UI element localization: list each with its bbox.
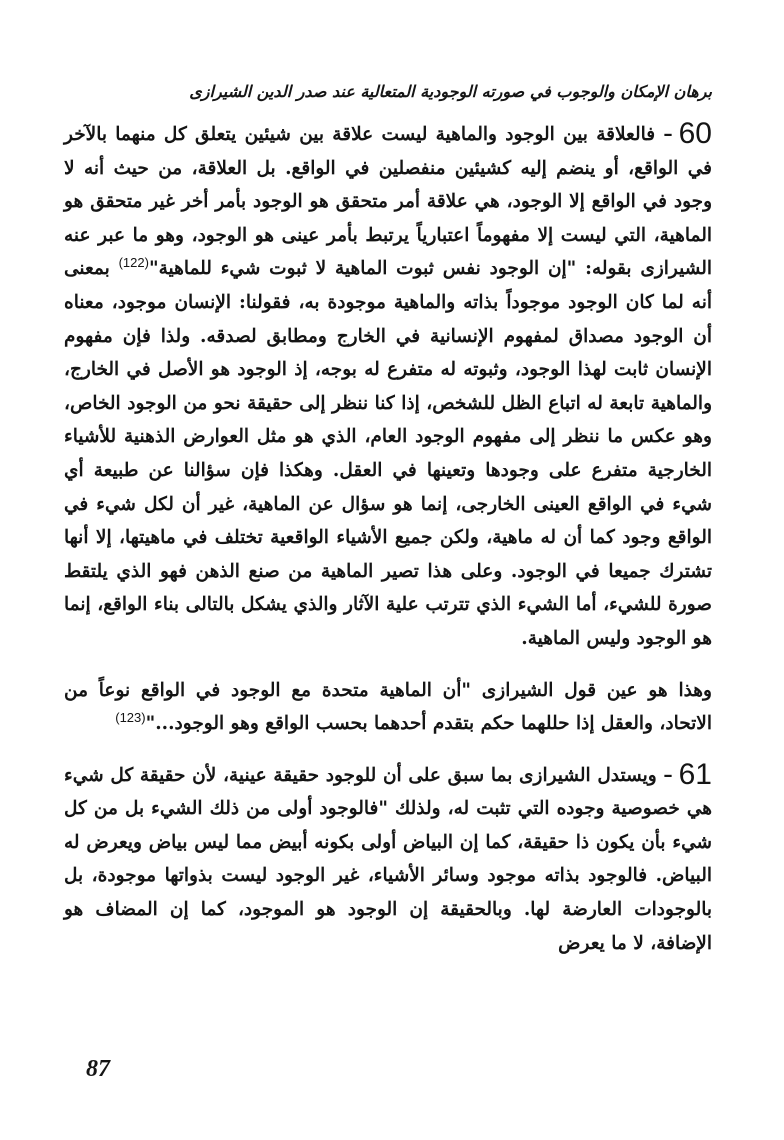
paragraph-quote	[64, 674, 712, 741]
footnote-ref-122: (122)	[118, 255, 149, 271]
paragraph-number: 61	[678, 757, 712, 791]
body-text	[64, 118, 712, 960]
paragraph-text: – فالعلاقة بين الوجود والماهية ليست علاقة بين شيئين يتعلق كل منهما بالآخر في الواقع، أو ينضم إليه كشيئين منفصلين في الواقع. بل العلاقة، من حيث أنه لا وجود في الواقع إلا الوجود، هي علاقة أمر متحقق هو الوجود بأمر أخر غير متحقق هو الماهية، التي ليست إلا مفهوماً اعتبارياً يرتبط بأمر عينى هو الوجود، وهو ما عبر عنه الشيرازى بقوله: "إن الوجود نفس ثبوت الماهية لا ثبوت شيء للماهية"	[64, 124, 712, 280]
running-header: برهان الإمكان والوجوب في صورته الوجودية المتعالية عند صدر الدين الشيرازى	[189, 82, 712, 101]
paragraph-number: 60	[678, 117, 712, 150]
paragraph-61	[64, 759, 712, 961]
paragraph-60	[64, 118, 712, 656]
footnote-ref-123: (123)	[115, 709, 146, 725]
paragraph-text-continued: بمعنى أنه لما كان الوجود موجوداً بذاته والماهية موجودة به، فقولنا: الإنسان موجود، معناه أن الوجود مصداق لمفهوم الإنسانية في الخارج ومطابق لصدقه. ولذا فإن مفهوم الإنسان ثابت لهذا الوجود، وثبوته له متفرع له بوجه، إذ الوجود هو الأصل في الخارج، والماهية تابعة له اتباع الظل للشخص، إذا كنا ننظر إلى حقيقة نحو من الوجود الخاص، وهو عكس ما ننظر إلى مفهوم الوجود العام، الذي هو مثل العوارض الذهنية للأشياء الخارجية متفرع على وجودها وتعينها في العقل. وهكذا فإن سؤالنا عن طبيعة أي شيء في الواقع العينى الخارجى، إنما هو سؤال عن الماهية، غير أن لكل شيء في الواقع وجود كما أن له ماهية، ولكن جميع الأشياء الواقعية تختلف في ماهيتها، إلا أنها تشترك جميعا في الوجود. وعلى هذا تصير الماهية من صنع الذهن فهو الذي يلتقط صورة للشيء، أما الشيء الذي تترتب علية الآثار والذي يشكل بالتالى بناء الواقع، إنما هو الوجود وليس الماهية.	[64, 258, 712, 649]
page-number: 87	[86, 1056, 110, 1082]
paragraph-text: وهذا هو عين قول الشيرازى "أن الماهية متحدة مع الوجود في الواقع نوعاً من الاتحاد، والعقل إذا حللهما حكم بتقدم أحدهما بحسب الواقع وهو الوجود..."	[64, 679, 712, 735]
paragraph-text: – ويستدل الشيرازى بما سبق على أن للوجود حقيقة عينية، لأن حقيقة كل شيء هي خصوصية وجوده التي تثبت له، ولذلك "فالوجود أولى من ذلك الشيء بل من كل شيء بأن يكون ذا حقيقة، كما إن البياض أولى بكونه أبيض مما ليس بياض ويعرض له البياض. فالوجود بذاته موجود وسائر الأشياء، غير الوجود ليست بذواتها موجودة، بل بالوجودات العارضة لها. وبالحقيقة إن الوجود هو الموجود، كما إن المضاف هو الإضافة، لا ما يعرض	[64, 764, 712, 954]
